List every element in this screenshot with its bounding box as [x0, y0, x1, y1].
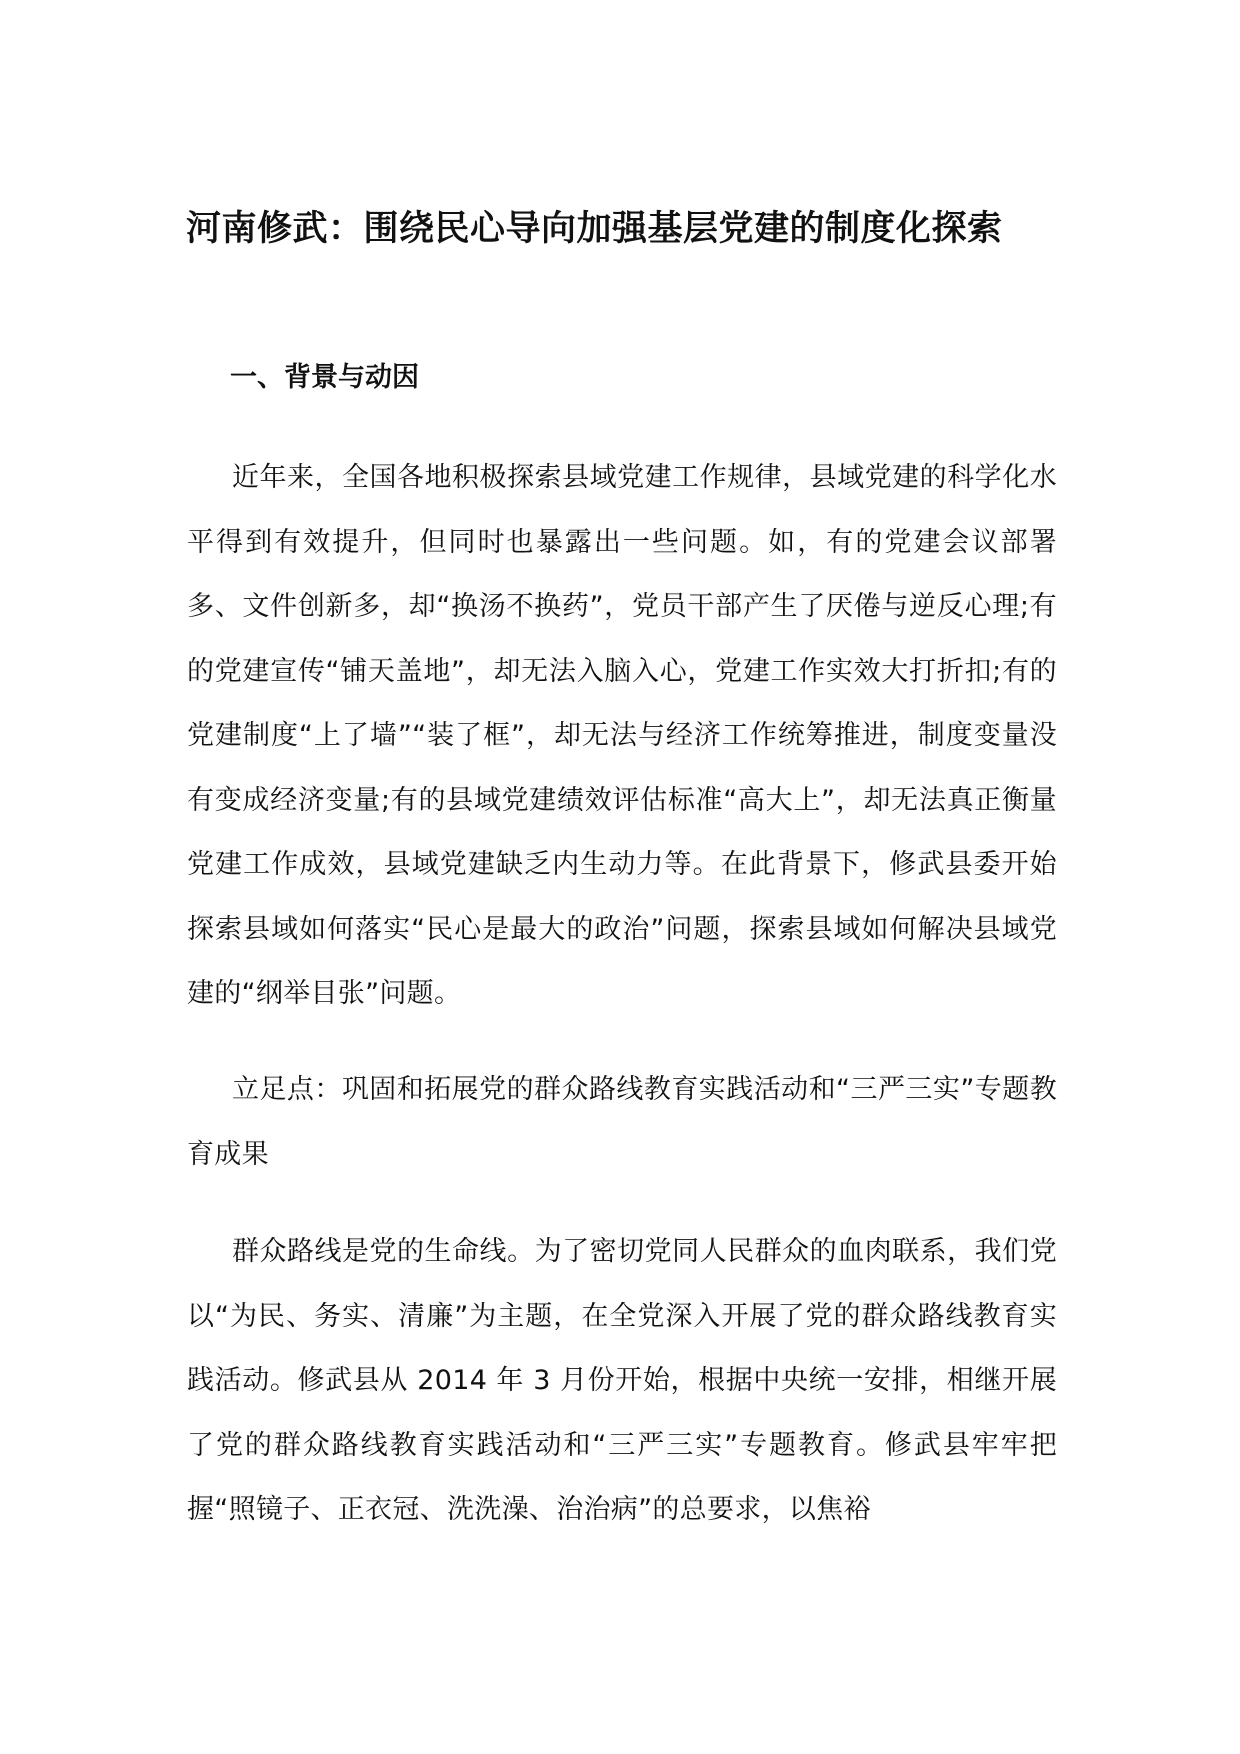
body-paragraph: 近年来，全国各地积极探索县域党建工作规律，县域党建的科学化水平得到有效提升，但同时也暴露出一些问题。如，有的党建会议部署多、文件创新多，却“换汤不换药”，党员干部产生了厌倦与逆反心理;有的党建宣传“铺天盖地”，却无法入脑入心，党建工作实效大打折扣;有的党建制度“上了墙”“装了框”，却无法与经济工作统筹推进，制度变量没有变成经济变量;有的县域党建绩效评估标准“高大上”，却无法真正衡量党建工作成效，县域党建缺乏内生动力等。在此背景下，修武县委开始探索县域如何落实“民心是最大的政治”问题，探索县域如何解决县域党建的“纲举目张”问题。	[187, 462, 1057, 1009]
body-paragraph: 立足点：巩固和拓展党的群众路线教育实践活动和“三严三实”专题教育成果	[187, 1074, 1057, 1170]
section-heading: 一、背景与动因	[230, 362, 419, 393]
body-paragraph: 群众路线是党的生命线。为了密切党同人民群众的血肉联系，我们党以“为民、务实、清廉”为主题，在全党深入开展了党的群众路线教育实践活动。修武县从 2014 年 3 月份开始，根据中央统一安排，相继开展了党的群众路线教育实践活动和“三严三实”专题教育。修武县牢牢把握“照镜子、正衣冠、洗洗澡、治治病”的总要求，以焦裕	[187, 1236, 1057, 1525]
document-title: 河南修武：围绕民心导向加强基层党建的制度化探索	[186, 209, 1003, 249]
